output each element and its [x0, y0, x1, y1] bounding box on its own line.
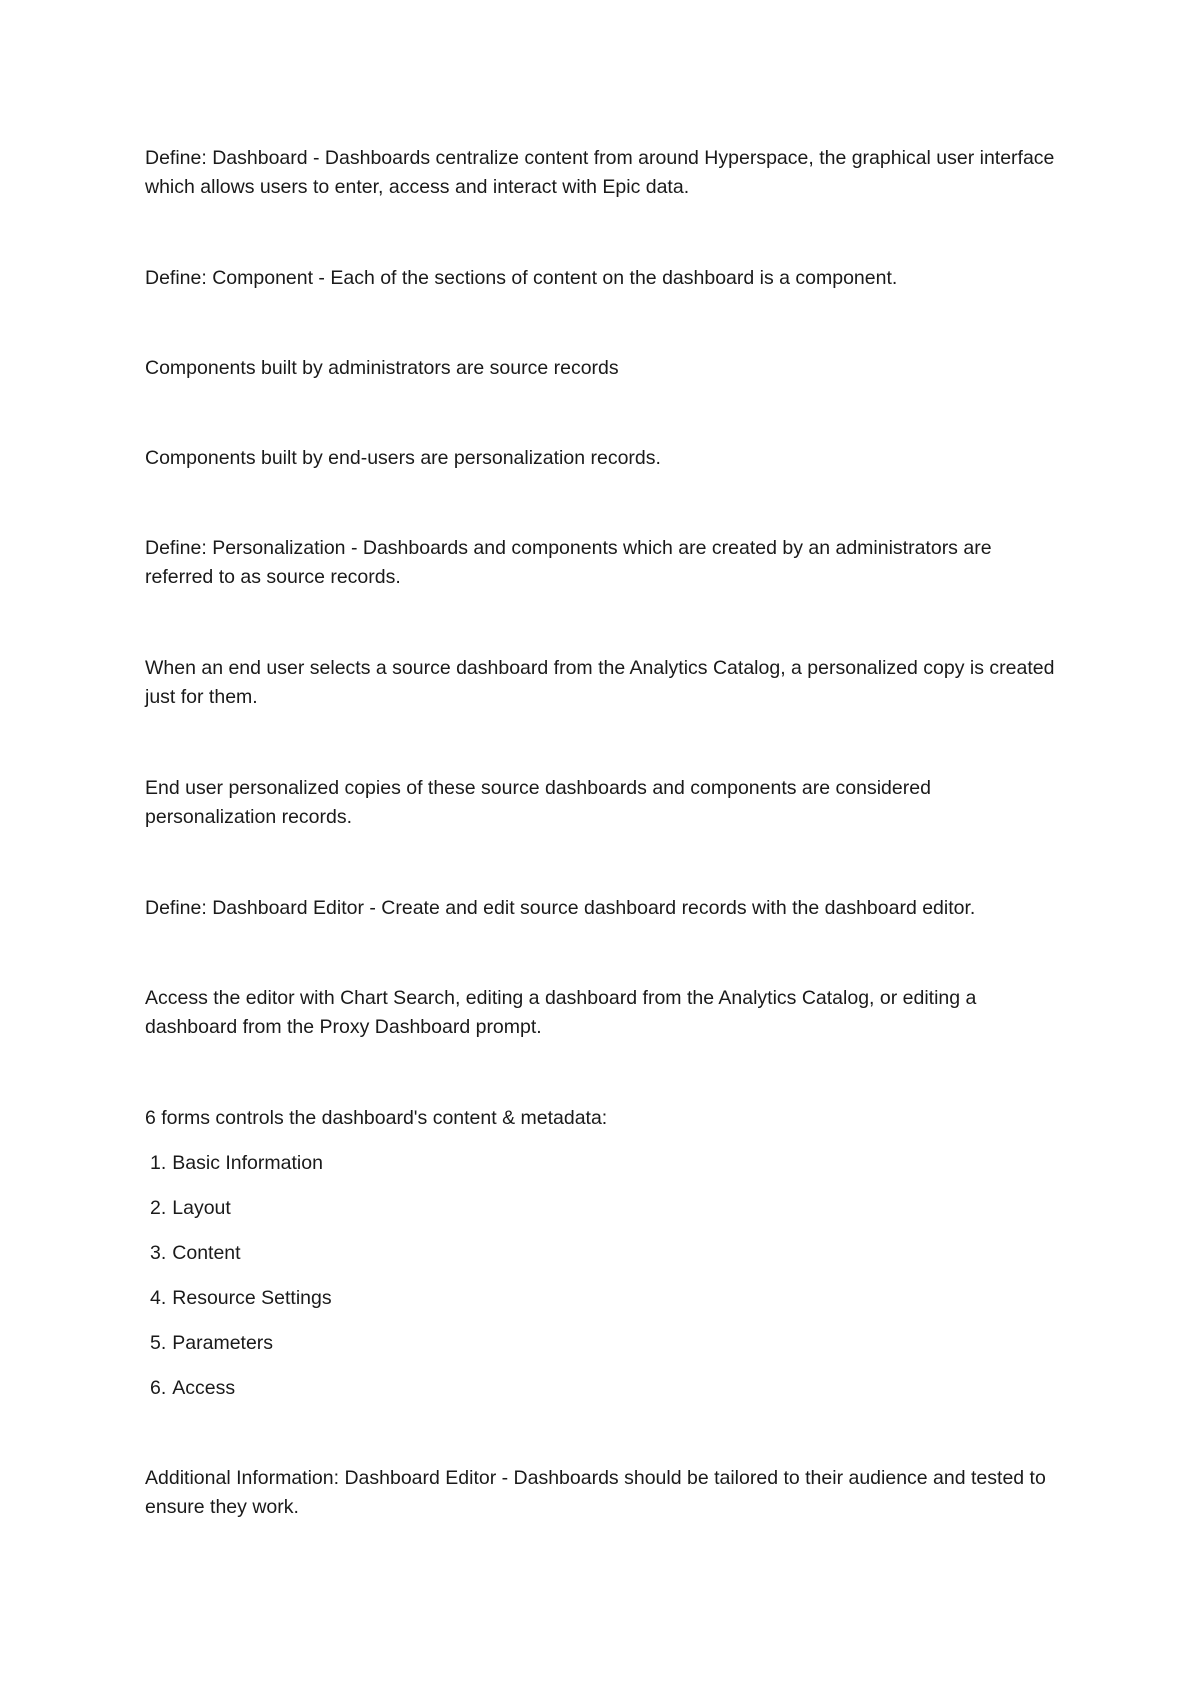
- paragraph-personalization-records: End user personalized copies of these source dashboards and components are considered personalization records.: [145, 777, 931, 828]
- list-text: Parameters: [172, 1332, 274, 1354]
- paragraph-forms-intro: 6 forms controls the dashboard's content & metadata:: [145, 1107, 608, 1129]
- list-number: 6.: [150, 1377, 167, 1399]
- paragraph-define-personalization: Define: Personalization - Dashboards and components which are created by an administrators are referred to as source records.: [145, 537, 992, 588]
- list-text: Resource Settings: [172, 1287, 332, 1309]
- list-item: [150, 1194, 231, 1223]
- paragraph-define-dashboard-editor: Define: Dashboard Editor - Create and edit source dashboard records with the dashboard editor.: [145, 897, 976, 919]
- list-item: [150, 1239, 241, 1268]
- paragraph-personalized-copy: When an end user selects a source dashboard from the Analytics Catalog, a personalized copy is created just for them.: [145, 657, 1055, 708]
- list-text: Basic Information: [172, 1152, 323, 1174]
- list-item: [150, 1374, 235, 1403]
- list-text: Access: [172, 1377, 236, 1399]
- list-number: 5.: [150, 1332, 167, 1354]
- list-text: Content: [172, 1242, 241, 1264]
- paragraph-define-component: Define: Component - Each of the sections of content on the dashboard is a component.: [145, 267, 898, 289]
- paragraph-enduser-components: Components built by end-users are personalization records.: [145, 447, 661, 469]
- list-text: Layout: [172, 1197, 231, 1219]
- paragraph-additional-information: Additional Information: Dashboard Editor - Dashboards should be tailored to their audience and tested to ensure they work.: [145, 1467, 1046, 1518]
- list-number: 1.: [150, 1152, 167, 1174]
- paragraph-define-dashboard: Define: Dashboard - Dashboards centralize content from around Hyperspace, the graphical user interface which allows users to enter, access and interact with Epic data.: [145, 147, 1055, 198]
- list-number: 4.: [150, 1287, 167, 1309]
- paragraph-admin-components: Components built by administrators are source records: [145, 357, 619, 379]
- list-item: [150, 1149, 323, 1178]
- list-item: [150, 1329, 273, 1358]
- list-number: 3.: [150, 1242, 167, 1264]
- list-item: [150, 1284, 332, 1313]
- paragraph-access-editor: Access the editor with Chart Search, editing a dashboard from the Analytics Catalog, or editing a dashboard from the Proxy Dashboard prompt.: [145, 987, 977, 1038]
- list-number: 2.: [150, 1197, 167, 1219]
